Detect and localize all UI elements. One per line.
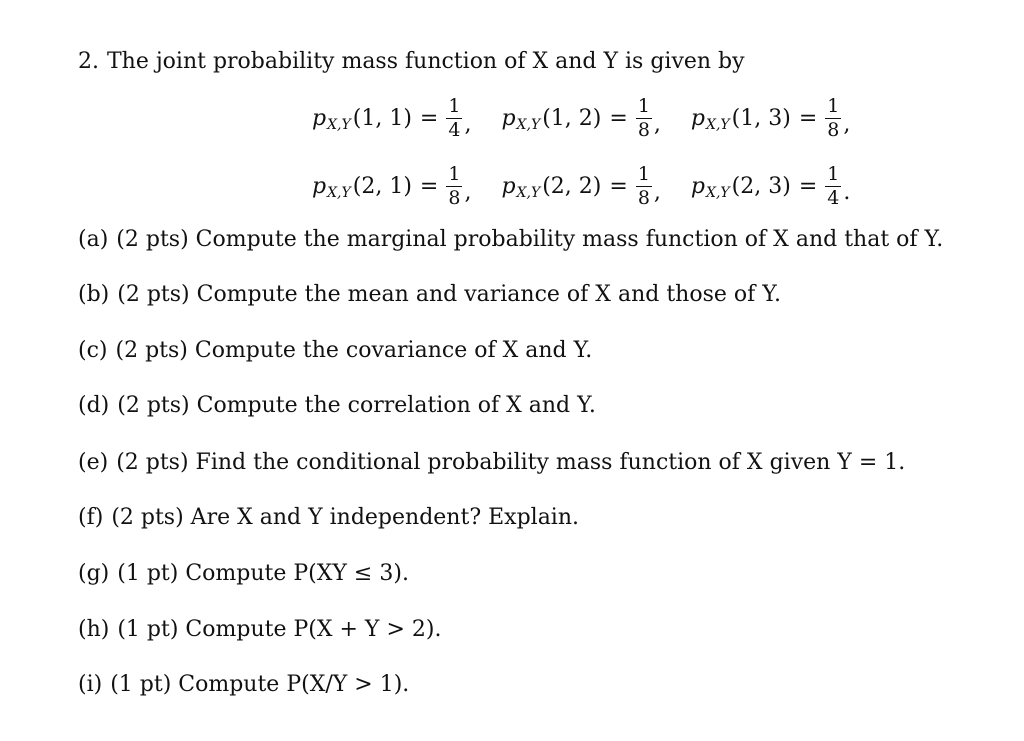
problem-number: 2.: [78, 49, 99, 74]
fraction: [446, 96, 462, 141]
part-g: [78, 560, 409, 588]
pmf-subscript: X,Y: [327, 184, 351, 201]
pmf-subscript: X,Y: [327, 116, 351, 133]
pmf-term-1-3: [691, 96, 850, 141]
fraction-numerator: 1: [827, 163, 840, 185]
pmf-args: (2, 1): [352, 174, 412, 199]
pmf-args: (1, 3): [731, 106, 791, 131]
part-e: [78, 449, 905, 477]
fraction-numerator: 1: [827, 95, 840, 117]
fraction-denominator: 8: [827, 119, 840, 141]
fraction: [446, 164, 462, 209]
pmf-symbol: p: [690, 174, 705, 199]
pmf-row-2: [312, 164, 880, 209]
pmf-term-2-3: [691, 164, 850, 209]
part-text: (1 pt) Compute P(X/Y > 1).: [110, 672, 410, 697]
punctuation: .: [843, 180, 851, 205]
pmf-term-1-2: [501, 96, 660, 141]
part-text: (2 pts) Compute the marginal probability mass function of X and that of Y.: [116, 227, 944, 252]
equals-sign: =: [609, 106, 628, 131]
part-f: [78, 504, 579, 532]
part-b: [78, 281, 781, 309]
fraction-denominator: 4: [827, 187, 840, 209]
problem-intro: The joint probability mass function of X and Y is given by: [107, 49, 745, 74]
part-text: (2 pts) Compute the covariance of X and Y.: [115, 338, 593, 363]
pmf-term-2-1: [312, 164, 471, 209]
part-d: [78, 392, 596, 420]
punctuation: ,: [464, 180, 472, 205]
pmf-args: (2, 2): [542, 174, 602, 199]
part-c: [78, 337, 592, 365]
part-tag: (h): [78, 617, 110, 642]
pmf-term-1-1: [312, 96, 471, 141]
part-tag: (e): [78, 450, 109, 475]
fraction-denominator: 8: [637, 119, 650, 141]
equals-sign: =: [419, 106, 439, 131]
part-text: (1 pt) Compute P(XY ≤ 3).: [117, 561, 409, 586]
pmf-row-1: [312, 96, 880, 141]
part-tag: (g): [78, 561, 110, 586]
part-tag: (d): [78, 393, 110, 418]
equals-sign: =: [609, 174, 628, 199]
fraction: [825, 164, 841, 209]
punctuation: ,: [653, 112, 661, 137]
part-text: (2 pts) Compute the correlation of X and Y.: [117, 393, 596, 418]
punctuation: ,: [653, 180, 661, 205]
part-i: [78, 671, 409, 699]
part-text: (2 pts) Compute the mean and variance of X and those of Y.: [117, 282, 781, 307]
equals-sign: =: [798, 174, 818, 199]
part-text: (2 pts) Are X and Y independent? Explain.: [111, 505, 580, 530]
punctuation: ,: [843, 112, 851, 137]
pmf-subscript: X,Y: [706, 184, 730, 201]
pmf-symbol: p: [312, 106, 327, 131]
pmf-subscript: X,Y: [706, 116, 730, 133]
fraction-denominator: 8: [637, 187, 650, 209]
pmf-args: (1, 1): [352, 106, 412, 131]
fraction: [636, 96, 652, 141]
part-text: (1 pt) Compute P(X + Y > 2).: [117, 617, 442, 642]
punctuation: ,: [464, 112, 472, 137]
fraction-numerator: 1: [637, 163, 650, 185]
fraction-numerator: 1: [448, 163, 461, 185]
part-tag: (f): [78, 505, 104, 530]
pmf-args: (1, 2): [542, 106, 602, 131]
pmf-subscript: X,Y: [516, 184, 541, 201]
fraction-denominator: 4: [448, 119, 461, 141]
fraction-numerator: 1: [448, 95, 461, 117]
fraction: [825, 96, 841, 141]
pmf-symbol: p: [501, 174, 516, 199]
part-tag: (b): [78, 282, 110, 307]
pmf-args: (2, 3): [731, 174, 791, 199]
fraction-denominator: 8: [448, 187, 461, 209]
problem-heading: [78, 48, 745, 76]
pmf-subscript: X,Y: [516, 116, 541, 133]
part-tag: (i): [78, 672, 103, 697]
equals-sign: =: [419, 174, 439, 199]
pmf-term-2-2: [501, 164, 660, 209]
pmf-symbol: p: [501, 106, 516, 131]
fraction-numerator: 1: [637, 95, 650, 117]
pmf-symbol: p: [312, 174, 327, 199]
pmf-symbol: p: [690, 106, 705, 131]
part-a: [78, 226, 943, 254]
part-tag: (a): [78, 227, 109, 252]
equals-sign: =: [798, 106, 818, 131]
part-tag: (c): [78, 338, 108, 363]
fraction: [636, 164, 652, 209]
part-text: (2 pts) Find the conditional probability mass function of X given Y = 1.: [116, 450, 906, 475]
part-h: [78, 616, 441, 644]
